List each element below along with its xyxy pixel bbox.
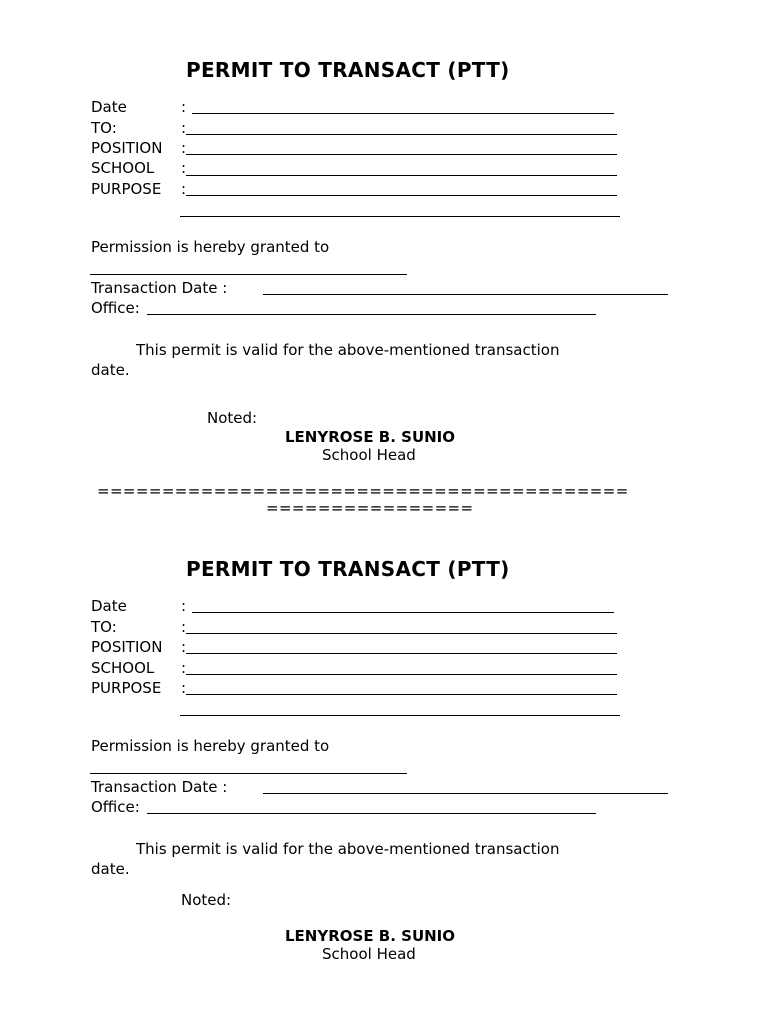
validity-text-line2: date. (91, 361, 130, 379)
date-blank-line (192, 612, 614, 613)
field-label-school: SCHOOL (91, 159, 155, 177)
validity-text-line1: This permit is valid for the above-mentioned transaction (136, 840, 560, 858)
purpose-blank-line-2 (180, 216, 620, 217)
school-blank-line (186, 175, 617, 176)
position-blank-line (186, 653, 617, 654)
transaction-date-label: Transaction Date : (91, 279, 228, 297)
permit-title: PERMIT TO TRANSACT (PTT) (186, 557, 510, 581)
position-blank-line (186, 154, 617, 155)
signatory-name: LENYROSE B. SUNIO (285, 428, 456, 446)
noted-label: Noted: (181, 891, 232, 909)
date-blank-line (192, 113, 614, 114)
office-blank-line (147, 314, 596, 315)
field-label-position: POSITION (91, 139, 163, 157)
field-colon-purpose: : (181, 180, 187, 198)
field-colon-school: : (181, 159, 187, 177)
permission-text: Permission is hereby granted to (91, 238, 330, 256)
grantee-blank-line (90, 773, 407, 774)
permission-text: Permission is hereby granted to (91, 737, 330, 755)
school-blank-line (186, 674, 617, 675)
signatory-name: LENYROSE B. SUNIO (285, 927, 456, 945)
to-blank-line (186, 633, 617, 634)
transaction-date-label: Transaction Date : (91, 778, 228, 796)
field-colon-to: : (181, 618, 187, 636)
transaction-date-blank-line (263, 793, 668, 794)
field-colon-position: : (181, 139, 187, 157)
grantee-blank-line (90, 274, 407, 275)
office-blank-line (147, 813, 596, 814)
field-colon-purpose: : (181, 679, 187, 697)
field-label-date: Date (91, 98, 127, 116)
field-label-purpose: PURPOSE (91, 180, 162, 198)
field-colon-to: : (181, 119, 187, 137)
field-label-date: Date (91, 597, 127, 615)
signatory-title: School Head (322, 446, 416, 464)
field-colon-date: : (181, 597, 187, 615)
field-colon-date: : (181, 98, 187, 116)
field-colon-school: : (181, 659, 187, 677)
purpose-blank-line (186, 694, 617, 695)
signatory-title: School Head (322, 945, 416, 963)
field-label-position: POSITION (91, 638, 163, 656)
field-label-to: TO: (91, 618, 117, 636)
validity-text-line2: date. (91, 860, 130, 878)
to-blank-line (186, 134, 617, 135)
noted-label: Noted: (207, 409, 258, 427)
field-label-school: SCHOOL (91, 659, 155, 677)
office-label: Office: (91, 299, 140, 317)
separator-line-1: ========================================= (97, 482, 629, 500)
purpose-blank-line-2 (180, 715, 620, 716)
separator-line-2: ================ (266, 499, 474, 517)
field-colon-position: : (181, 638, 187, 656)
permit-title: PERMIT TO TRANSACT (PTT) (186, 58, 510, 82)
purpose-blank-line (186, 195, 617, 196)
office-label: Office: (91, 798, 140, 816)
transaction-date-blank-line (263, 294, 668, 295)
field-label-purpose: PURPOSE (91, 679, 162, 697)
validity-text-line1: This permit is valid for the above-mentioned transaction (136, 341, 560, 359)
field-label-to: TO: (91, 119, 117, 137)
